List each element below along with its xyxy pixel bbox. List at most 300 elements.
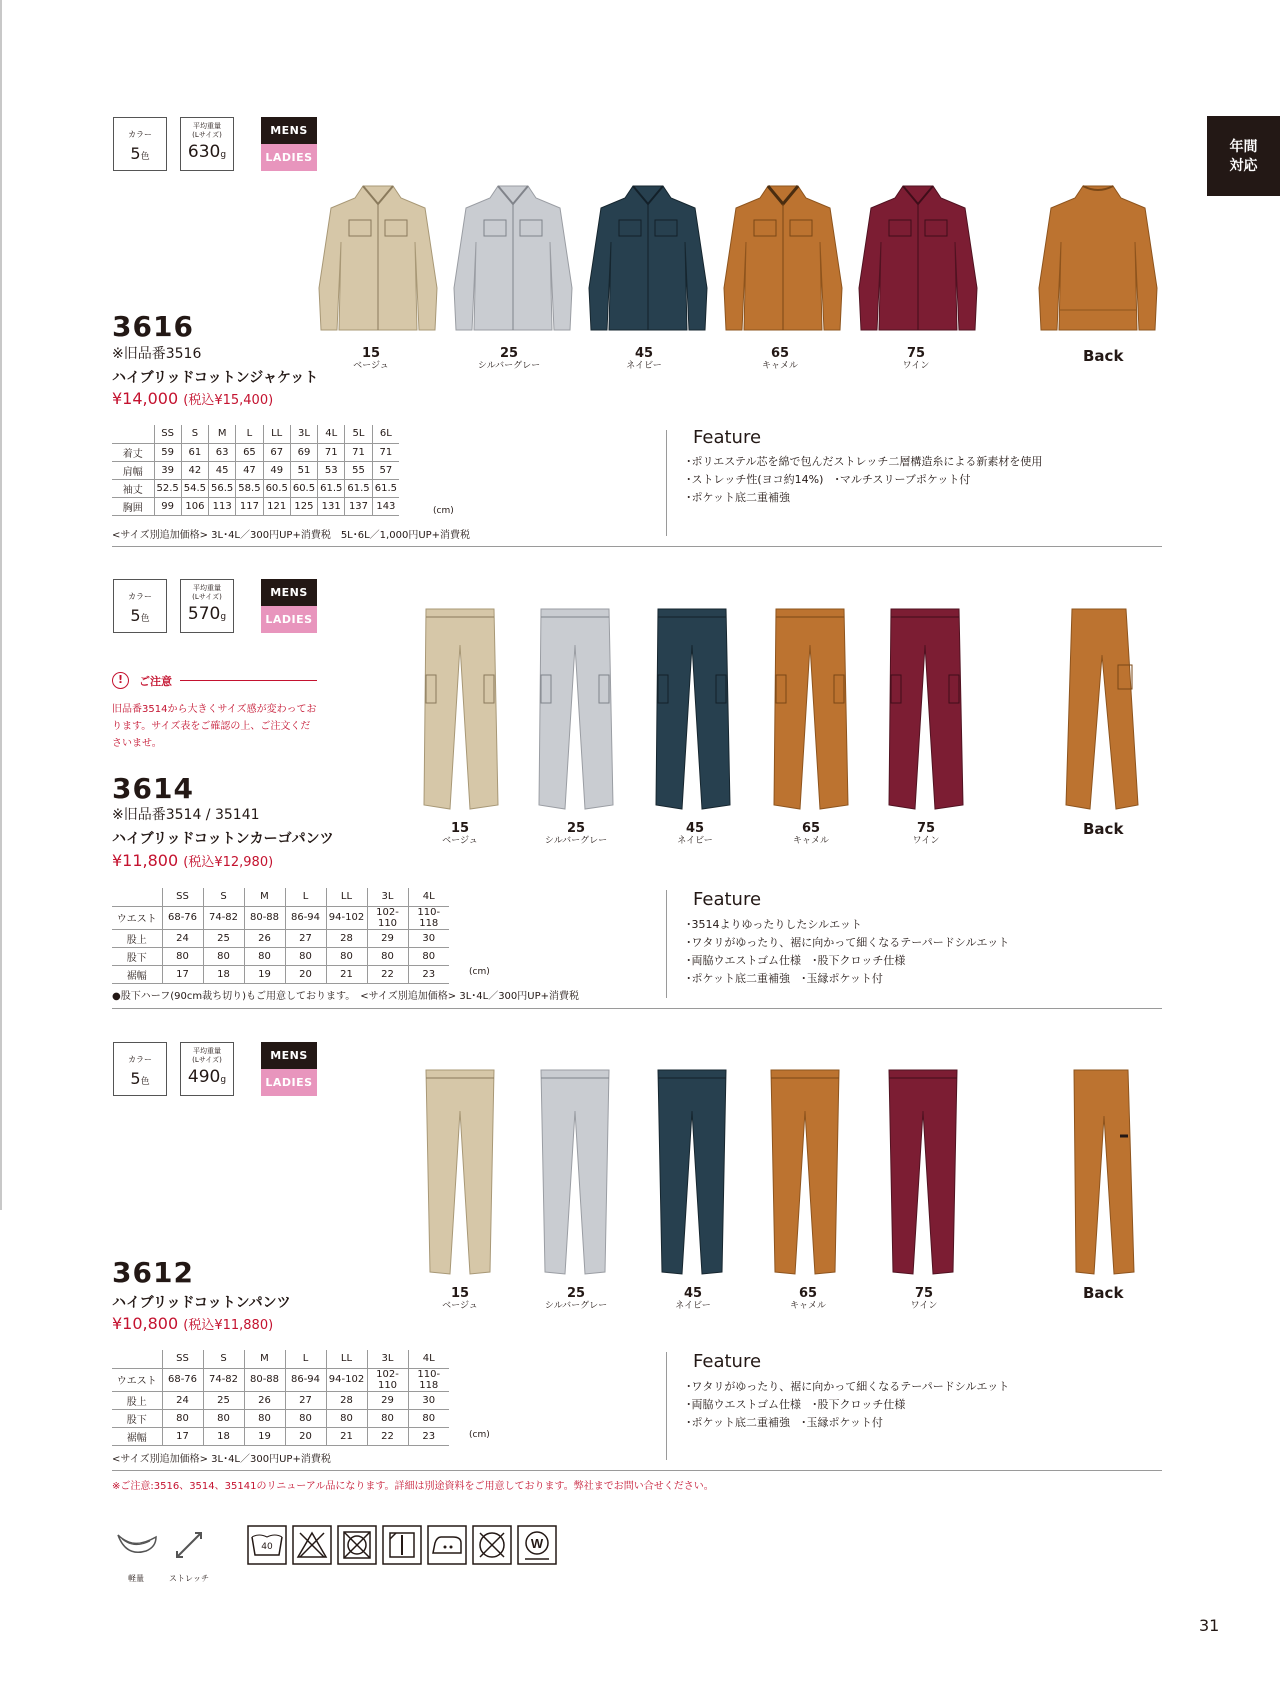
size-table-cell: 102-110 (367, 1368, 408, 1391)
back-label: Back (1083, 820, 1124, 838)
feature-list (686, 916, 1009, 988)
jacket-camel-image (718, 180, 848, 340)
size-table-cell: SS (162, 888, 203, 906)
size-table-cell: 裾幅 (112, 1427, 162, 1445)
size-table-cell: 59 (154, 443, 181, 461)
size-table-cell: 28 (326, 1391, 367, 1409)
size-table-row (112, 947, 449, 965)
size-table-cell: 19 (244, 1427, 285, 1445)
size-table-cell: 80 (408, 1409, 449, 1427)
size-table-cell: 3L (367, 1350, 408, 1368)
size-table-cell: 袖丈 (112, 479, 154, 497)
size-table-cell: S (203, 1350, 244, 1368)
colorway-45 (643, 1287, 743, 1311)
colorway-name: ベージュ (442, 1301, 478, 1311)
cargo-pants-silver-image (535, 605, 615, 815)
size-table-cell: 102-110 (367, 906, 408, 929)
size-table-cell: 80 (367, 1409, 408, 1427)
price-value: ¥11,800 (112, 851, 179, 870)
colorway-name: キャメル (792, 836, 829, 846)
size-table-cell: 68-76 (162, 906, 203, 929)
product-name: ハイブリッドコットンパンツ (112, 1295, 291, 1311)
size-table-cell: 61.5 (345, 479, 372, 497)
feature-item: ･ポケット底二重補強 (686, 491, 790, 504)
size-table-cell: 19 (244, 965, 285, 983)
light-weight-icon (112, 1525, 160, 1585)
no-dry-clean-icon (472, 1525, 512, 1565)
size-table-cell: 54.5 (181, 479, 208, 497)
colorway-15 (410, 1287, 510, 1311)
size-table-cell: L (285, 888, 326, 906)
size-table-row (112, 906, 449, 929)
size-table-cell: 80 (408, 947, 449, 965)
size-table-cell: 3L (290, 425, 317, 443)
back-label: Back (1083, 347, 1124, 365)
product-number: 3612 (112, 1256, 194, 1289)
size-table (112, 425, 399, 516)
size-table-cell: 61 (181, 443, 208, 461)
size-table-cell: 24 (162, 929, 203, 947)
colorway-25 (459, 347, 559, 371)
size-table-cell: 着丈 (112, 443, 154, 461)
stretch-icon (165, 1525, 213, 1585)
size-table-cell: 29 (367, 1391, 408, 1409)
colorway-code: 65 (770, 346, 790, 361)
size-table-cell: 28 (326, 929, 367, 947)
size-table-cell: S (181, 425, 208, 443)
feature-item: ･ポリエステル芯を綿で包んだストレッチ二層構造糸による新素材を使用 (686, 455, 1043, 468)
product-name: ハイブリッドコットンジャケット (112, 370, 319, 386)
weight-unit: g (220, 150, 227, 160)
colorway-65 (730, 347, 830, 371)
size-table-cell: M (209, 425, 236, 443)
size-table (112, 888, 449, 984)
size-table-cell: 18 (203, 1427, 244, 1445)
size-table-cell: 61.5 (372, 479, 399, 497)
size-table-cell: LL (326, 1350, 367, 1368)
cargo-pants-back-image (1062, 605, 1142, 815)
colorway-name: ベージュ (353, 361, 389, 371)
colorway-name: シルバーグレー (544, 836, 608, 846)
size-table-cell: 股上 (112, 1391, 162, 1409)
light-weight-label: 軽量 (128, 1574, 144, 1583)
color-count-badge (113, 1042, 167, 1096)
size-table-cell: 42 (181, 461, 208, 479)
size-table-header (112, 1350, 449, 1368)
size-table-cell: 69 (290, 443, 317, 461)
size-table-cell (112, 1350, 162, 1368)
size-table-cell: 3L (367, 888, 408, 906)
size-table-cell: 86-94 (285, 906, 326, 929)
colorway-75 (874, 1287, 974, 1311)
size-table-cell: 60.5 (290, 479, 317, 497)
colorway-code: 75 (906, 346, 926, 361)
size-table-cell: 80 (367, 947, 408, 965)
size-table-cell: M (244, 888, 285, 906)
divider (666, 430, 667, 536)
size-table-cell: 5L (345, 425, 372, 443)
size-table-cell: 74-82 (203, 1368, 244, 1391)
hang-dry-icon (382, 1525, 422, 1565)
size-table-cell: ウエスト (112, 906, 162, 929)
stretch-label: ストレッチ (169, 1574, 209, 1583)
size-table-cell: 94-102 (326, 1368, 367, 1391)
feature-title: Feature (693, 889, 762, 910)
colorway-code: 15 (450, 821, 470, 836)
size-table-cell: 74-82 (203, 906, 244, 929)
mens-badge: MENS (261, 1042, 317, 1069)
wash-40-icon (247, 1525, 287, 1565)
product-price (112, 389, 273, 408)
colorway-45 (594, 347, 694, 371)
pants-back-image (1064, 1066, 1144, 1281)
size-table-cell: SS (162, 1350, 203, 1368)
colorway-65 (758, 1287, 858, 1311)
iron-icon (427, 1525, 467, 1565)
size-table-cell: 股下 (112, 1409, 162, 1427)
size-price-note: <サイズ別追加価格> 3L･4L／300円UP+消費税 (112, 1454, 331, 1465)
weight-value: 630 (187, 142, 221, 162)
cargo-pants-wine-image (885, 605, 965, 815)
feature-item: ･3514よりゆったりしたシルエット (686, 918, 862, 931)
size-table-cell: 21 (326, 1427, 367, 1445)
price-value: ¥10,800 (112, 1314, 179, 1333)
size-table-cell: 17 (162, 965, 203, 983)
size-table-cell: 45 (209, 461, 236, 479)
price-value: ¥14,000 (112, 389, 179, 408)
size-table-cell: 47 (236, 461, 263, 479)
weight-size-label: (Lサイズ) (192, 131, 222, 139)
size-table-row (112, 1391, 449, 1409)
colorway-name: キャメル (789, 1301, 826, 1311)
weight-label: 平均重量 (193, 1047, 221, 1055)
size-table-cell: 49 (263, 461, 290, 479)
size-table-cell: 51 (290, 461, 317, 479)
size-table-row (112, 479, 399, 497)
colorway-name: ワイン (912, 836, 940, 846)
size-table-row (112, 1409, 449, 1427)
size-table-cell: 106 (181, 497, 208, 515)
jacket-silver-image (448, 180, 578, 340)
feature-item: ･ワタリがゆったり、裾に向かって細くなるテーパードシルエット (686, 1380, 1010, 1393)
weight-badge (180, 579, 234, 633)
feature-item: ･ワタリがゆったり、裾に向かって細くなるテーパードシルエット (686, 936, 1010, 949)
divider (666, 890, 667, 998)
color-count-unit: 色 (140, 1077, 150, 1087)
size-table-cell: M (244, 1350, 285, 1368)
colorway-15 (410, 822, 510, 846)
season-tab (1207, 116, 1280, 196)
color-count-badge (113, 579, 167, 633)
warning-icon: ! (112, 672, 129, 689)
ladies-badge: LADIES (261, 144, 317, 171)
feature-item: ･ポケット底二重補強 ･玉縁ポケット付 (686, 1416, 883, 1429)
colorway-code: 25 (566, 1286, 586, 1301)
size-table-cell: 39 (154, 461, 181, 479)
unit-cm: (cm) (469, 1430, 490, 1440)
colorway-25 (526, 1287, 626, 1311)
color-count-value: 5 (130, 144, 141, 163)
colorway-name: ワイン (910, 1301, 938, 1311)
size-table-cell: 80 (244, 947, 285, 965)
product-number: 3616 (112, 310, 194, 343)
size-table-cell: 55 (345, 461, 372, 479)
size-table-cell: 53 (318, 461, 345, 479)
size-table-cell: 裾幅 (112, 965, 162, 983)
page-number: 31 (1199, 1616, 1220, 1635)
size-table-row (112, 1368, 449, 1391)
colorway-75 (876, 822, 976, 846)
colorway-name: ベージュ (442, 836, 478, 846)
product-price (112, 1314, 273, 1333)
size-table-cell: L (236, 425, 263, 443)
color-count-value: 5 (130, 606, 141, 625)
colorway-code: 75 (916, 821, 936, 836)
size-table-cell: 61.5 (318, 479, 345, 497)
size-table-cell: 117 (236, 497, 263, 515)
colorway-code: 45 (683, 1286, 703, 1301)
color-count-badge (113, 117, 167, 171)
wash-temp-value: 40 (261, 1542, 273, 1552)
colorway-name: シルバーグレー (477, 361, 541, 371)
feature-list (686, 453, 1042, 507)
size-table-cell: ウエスト (112, 1368, 162, 1391)
weight-unit: g (220, 612, 227, 622)
size-table-cell: 25 (203, 929, 244, 947)
colorway-code: 25 (499, 346, 519, 361)
no-bleach-icon (292, 1525, 332, 1565)
weight-value: 490 (187, 1067, 221, 1087)
cargo-pants-navy-image (652, 605, 732, 815)
jacket-navy-image (583, 180, 713, 340)
size-table-cell: 137 (345, 497, 372, 515)
colorway-code: 15 (361, 346, 381, 361)
size-table-cell: 80-88 (244, 906, 285, 929)
colorway-name: キャメル (761, 361, 798, 371)
size-table-header (112, 425, 399, 443)
size-table-cell: 29 (367, 929, 408, 947)
size-table-cell: 27 (285, 929, 326, 947)
product-price (112, 851, 273, 870)
size-table-cell: 80 (285, 947, 326, 965)
cargo-pants-beige-image (420, 605, 500, 815)
back-label: Back (1083, 1284, 1124, 1302)
section-divider (112, 1470, 1162, 1471)
colorway-code: 65 (798, 1286, 818, 1301)
feature-item: ･ストレッチ性(ヨコ約14%) ･マルチスリーブポケット付 (686, 473, 971, 486)
size-table-cell: 23 (408, 965, 449, 983)
colorway-45 (645, 822, 745, 846)
pants-wine-image (883, 1066, 963, 1281)
gender-badge (261, 579, 317, 633)
weight-label: 平均重量 (193, 122, 221, 130)
size-table-cell: 110-118 (408, 906, 449, 929)
old-product-number: ※旧品番3516 (112, 346, 202, 362)
left-margin-rule (0, 0, 2, 1210)
size-table-cell: 80 (203, 1409, 244, 1427)
size-table-cell: 30 (408, 929, 449, 947)
cargo-pants-camel-image (770, 605, 850, 815)
weight-label: 平均重量 (193, 584, 221, 592)
size-table-cell: 4L (318, 425, 345, 443)
size-table-cell: 86-94 (285, 1368, 326, 1391)
colorway-code: 25 (566, 821, 586, 836)
pants-beige-image (420, 1066, 500, 1281)
section-divider (112, 546, 1162, 547)
size-table-cell: 63 (209, 443, 236, 461)
svg-text:W: W (530, 1536, 544, 1551)
size-table-cell: 24 (162, 1391, 203, 1409)
size-table-cell: 26 (244, 1391, 285, 1409)
size-table-cell: 26 (244, 929, 285, 947)
caution-text: 旧品番3514から大きくサイズ感が変わっております。サイズ表をご確認の上、ご注文くださいませ。 (112, 704, 317, 749)
size-table-row (112, 1427, 449, 1445)
size-table-cell: 17 (162, 1427, 203, 1445)
colorway-65 (761, 822, 861, 846)
colorway-15 (321, 347, 421, 371)
caution-notice (112, 672, 317, 752)
size-table-cell: 股下 (112, 947, 162, 965)
size-table-cell: 20 (285, 1427, 326, 1445)
size-table-cell: 6L (372, 425, 399, 443)
size-table (112, 1350, 449, 1446)
price-tax: (税込¥15,400) (183, 393, 274, 408)
pants-camel-image (765, 1066, 845, 1281)
size-table-row (112, 929, 449, 947)
pants-navy-image (652, 1066, 732, 1281)
weight-size-label: (Lサイズ) (192, 593, 222, 601)
size-table-cell: LL (326, 888, 367, 906)
size-table-cell: 57 (372, 461, 399, 479)
price-tax: (税込¥11,880) (183, 1318, 274, 1333)
size-table-row (112, 497, 399, 515)
weight-badge (180, 117, 234, 171)
size-table-cell: 胸囲 (112, 497, 154, 515)
color-count-unit: 色 (140, 614, 150, 624)
old-product-number: ※旧品番3514 / 35141 (112, 807, 260, 823)
feature-list (686, 1378, 1009, 1432)
size-table-cell: 125 (290, 497, 317, 515)
mens-badge: MENS (261, 579, 317, 606)
color-count-unit: 色 (140, 152, 150, 162)
size-table-header (112, 888, 449, 906)
colorway-code: 65 (801, 821, 821, 836)
colorway-code: 45 (685, 821, 705, 836)
size-table-cell (112, 888, 162, 906)
size-table-cell: 80 (244, 1409, 285, 1427)
size-table-row (112, 443, 399, 461)
color-count-label: カラー (128, 1055, 152, 1064)
size-table-cell: 52.5 (154, 479, 181, 497)
size-table-cell: 60.5 (263, 479, 290, 497)
colorway-code: 15 (450, 1286, 470, 1301)
size-table-cell: L (285, 1350, 326, 1368)
size-table-cell: 80 (162, 947, 203, 965)
size-table-cell: 4L (408, 1350, 449, 1368)
size-table-cell: 56.5 (209, 479, 236, 497)
size-table-cell: 68-76 (162, 1368, 203, 1391)
size-table-cell: 143 (372, 497, 399, 515)
size-table-cell: 80 (162, 1409, 203, 1427)
size-table-cell: 肩幅 (112, 461, 154, 479)
feature-item: ･ポケット底二重補強 ･玉縁ポケット付 (686, 972, 883, 985)
size-table-cell: 27 (285, 1391, 326, 1409)
jacket-wine-image (853, 180, 983, 340)
feature-item: ･両脇ウエストゴム仕様 ･股下クロッチ仕様 (686, 1398, 906, 1411)
size-table-cell: 22 (367, 1427, 408, 1445)
size-table-cell: 71 (318, 443, 345, 461)
size-table-cell: 80 (326, 947, 367, 965)
size-table-cell: 22 (367, 965, 408, 983)
colorway-75 (866, 347, 966, 371)
size-table-cell: 80 (285, 1409, 326, 1427)
size-table-cell: 71 (372, 443, 399, 461)
size-table-cell: 94-102 (326, 906, 367, 929)
tab-line1: 年間 (1229, 139, 1258, 155)
colorway-name: ネイビー (626, 361, 662, 371)
size-table-cell: 25 (203, 1391, 244, 1409)
size-table-cell: 71 (345, 443, 372, 461)
size-table-cell: 58.5 (236, 479, 263, 497)
tab-line2: 対応 (1229, 158, 1258, 174)
size-table-cell: LL (263, 425, 290, 443)
caution-title: ご注意 (139, 674, 172, 688)
colorway-25 (526, 822, 626, 846)
size-table-cell: 20 (285, 965, 326, 983)
size-table-cell: 110-118 (408, 1368, 449, 1391)
unit-cm: (cm) (469, 967, 490, 977)
size-table-row (112, 965, 449, 983)
wet-clean-icon (517, 1525, 557, 1565)
size-table-cell: 18 (203, 965, 244, 983)
product-number: 3614 (112, 772, 194, 805)
product-name: ハイブリッドコットンカーゴパンツ (112, 831, 334, 847)
size-table-cell: 股上 (112, 929, 162, 947)
size-table-cell: 21 (326, 965, 367, 983)
feature-title: Feature (693, 1351, 762, 1372)
colorway-name: ネイビー (677, 836, 713, 846)
size-table-cell: S (203, 888, 244, 906)
price-tax: (税込¥12,980) (183, 855, 274, 870)
size-table-cell: 99 (154, 497, 181, 515)
feature-title: Feature (693, 427, 762, 448)
section-divider (112, 1008, 1162, 1009)
gender-badge (261, 1042, 317, 1096)
size-table-cell (112, 425, 154, 443)
size-table-cell: 4L (408, 888, 449, 906)
mens-badge: MENS (261, 117, 317, 144)
ladies-badge: LADIES (261, 1069, 317, 1096)
jacket-back-image (1033, 180, 1163, 340)
weight-value: 570 (187, 604, 221, 624)
size-table-cell: SS (154, 425, 181, 443)
size-table-cell: 30 (408, 1391, 449, 1409)
colorway-name: ワイン (902, 361, 930, 371)
colorway-code: 75 (914, 1286, 934, 1301)
weight-size-label: (Lサイズ) (192, 1056, 222, 1064)
color-count-value: 5 (130, 1069, 141, 1088)
footer-note: ※ご注意:3516、3514、35141のリニューアル品になります。詳細は別途資料をご用意しております。弊社までお問い合せください。 (112, 1481, 714, 1492)
size-table-cell: 65 (236, 443, 263, 461)
size-table-cell: 80-88 (244, 1368, 285, 1391)
size-price-note: <サイズ別追加価格> 3L･4L／300円UP+消費税 5L･6L／1,000円UP+消費税 (112, 530, 471, 541)
color-count-label: カラー (128, 592, 152, 601)
no-tumble-dry-icon (337, 1525, 377, 1565)
jacket-beige-image (313, 180, 443, 340)
ladies-badge: LADIES (261, 606, 317, 633)
size-table-cell: 113 (209, 497, 236, 515)
size-price-note: ●股下ハーフ(90cm裁ち切り)もご用意しております。 <サイズ別追加価格> 3L･4L／300円UP+消費税 (112, 991, 580, 1002)
